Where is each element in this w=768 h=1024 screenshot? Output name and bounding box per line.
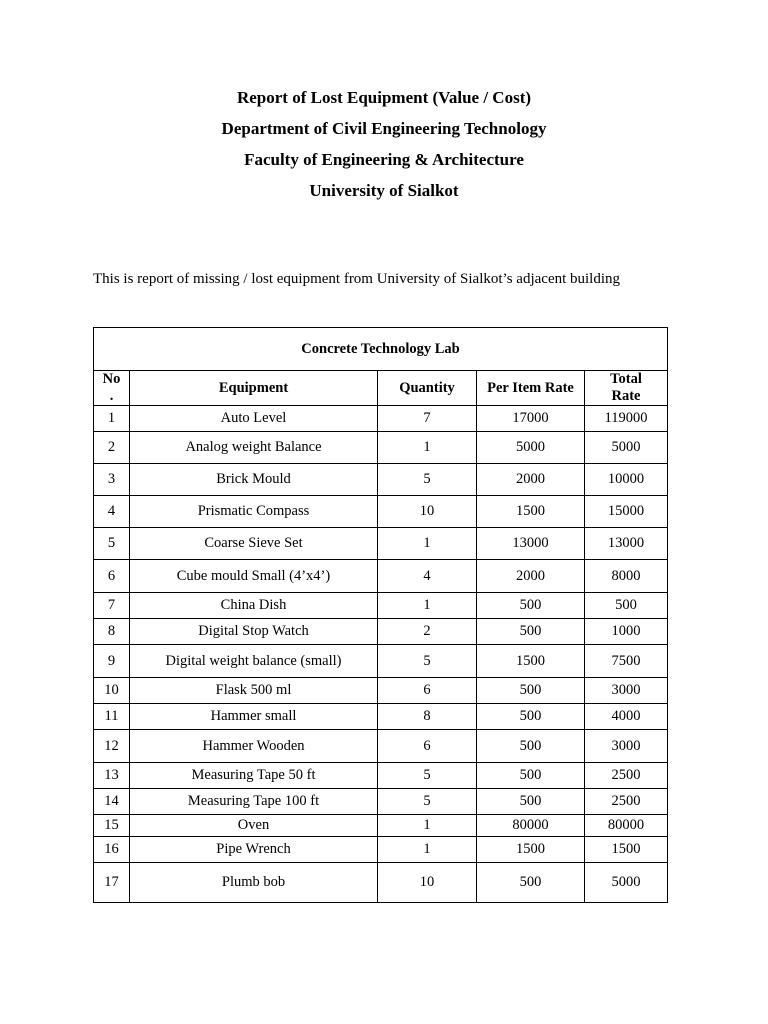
cell-no: 1 — [94, 406, 130, 432]
column-header-equipment: Equipment — [130, 371, 378, 406]
report-header — [0, 86, 768, 210]
cell-rate: 1500 — [477, 645, 585, 678]
cell-no: 2 — [94, 432, 130, 464]
cell-no: 13 — [94, 763, 130, 789]
table-row — [94, 560, 668, 593]
cell-no: 9 — [94, 645, 130, 678]
cell-quantity: 1 — [378, 837, 477, 863]
cell-total: 7500 — [585, 645, 668, 678]
table-row — [94, 496, 668, 528]
table-row — [94, 704, 668, 730]
table-row — [94, 645, 668, 678]
cell-total: 13000 — [585, 528, 668, 560]
intro-text: This is report of missing / lost equipment from University of Sialkot’s adjacent building — [93, 271, 621, 287]
cell-total: 500 — [585, 593, 668, 619]
cell-quantity: 4 — [378, 560, 477, 593]
table-row — [94, 464, 668, 496]
cell-no: 16 — [94, 837, 130, 863]
table-row — [94, 528, 668, 560]
cell-equipment: Digital weight balance (small) — [130, 645, 378, 678]
cell-total: 1500 — [585, 837, 668, 863]
table-caption: Concrete Technology Lab — [94, 328, 668, 371]
cell-quantity: 1 — [378, 528, 477, 560]
table-row — [94, 837, 668, 863]
cell-rate: 2000 — [477, 560, 585, 593]
cell-no: 8 — [94, 619, 130, 645]
cell-total: 3000 — [585, 678, 668, 704]
cell-rate: 500 — [477, 763, 585, 789]
cell-rate: 2000 — [477, 464, 585, 496]
cell-rate: 17000 — [477, 406, 585, 432]
cell-total: 8000 — [585, 560, 668, 593]
cell-total: 119000 — [585, 406, 668, 432]
cell-rate: 13000 — [477, 528, 585, 560]
cell-quantity: 5 — [378, 789, 477, 815]
cell-quantity: 2 — [378, 619, 477, 645]
cell-quantity: 1 — [378, 815, 477, 837]
table-row — [94, 730, 668, 763]
table-row — [94, 863, 668, 903]
cell-no: 15 — [94, 815, 130, 837]
cell-rate: 1500 — [477, 837, 585, 863]
cell-equipment: Pipe Wrench — [130, 837, 378, 863]
table-body — [94, 406, 668, 903]
university-name: University of Sialkot — [309, 181, 459, 200]
cell-equipment: Cube mould Small (4’x4’) — [130, 560, 378, 593]
cell-quantity: 5 — [378, 464, 477, 496]
table-row — [94, 619, 668, 645]
table-row — [94, 815, 668, 837]
equipment-table — [93, 327, 668, 903]
cell-total: 5000 — [585, 863, 668, 903]
cell-rate: 500 — [477, 730, 585, 763]
faculty-name: Faculty of Engineering & Architecture — [244, 150, 524, 169]
cell-total: 10000 — [585, 464, 668, 496]
cell-equipment: Coarse Sieve Set — [130, 528, 378, 560]
cell-rate: 500 — [477, 678, 585, 704]
cell-no: 17 — [94, 863, 130, 903]
cell-total: 3000 — [585, 730, 668, 763]
cell-equipment: Hammer small — [130, 704, 378, 730]
cell-no: 3 — [94, 464, 130, 496]
cell-rate: 500 — [477, 704, 585, 730]
column-header-total: Total Rate — [585, 371, 668, 406]
column-header-rate: Per Item Rate — [477, 371, 585, 406]
cell-equipment: Auto Level — [130, 406, 378, 432]
report-title: Report of Lost Equipment (Value / Cost) — [236, 88, 532, 107]
cell-equipment: Measuring Tape 100 ft — [130, 789, 378, 815]
cell-quantity: 7 — [378, 406, 477, 432]
cell-no: 5 — [94, 528, 130, 560]
cell-equipment: Analog weight Balance — [130, 432, 378, 464]
cell-rate: 5000 — [477, 432, 585, 464]
cell-total: 4000 — [585, 704, 668, 730]
cell-no: 4 — [94, 496, 130, 528]
cell-equipment: Hammer Wooden — [130, 730, 378, 763]
table-row — [94, 789, 668, 815]
table-row — [94, 432, 668, 464]
cell-quantity: 6 — [378, 730, 477, 763]
table-row — [94, 678, 668, 704]
cell-no: 6 — [94, 560, 130, 593]
cell-total: 80000 — [585, 815, 668, 837]
cell-rate: 1500 — [477, 496, 585, 528]
cell-quantity: 1 — [378, 432, 477, 464]
cell-total: 5000 — [585, 432, 668, 464]
cell-equipment: Prismatic Compass — [130, 496, 378, 528]
cell-rate: 500 — [477, 593, 585, 619]
table-row — [94, 593, 668, 619]
table-row — [94, 763, 668, 789]
cell-equipment: Plumb bob — [130, 863, 378, 903]
cell-quantity: 5 — [378, 645, 477, 678]
cell-equipment: Brick Mould — [130, 464, 378, 496]
cell-rate: 500 — [477, 863, 585, 903]
cell-no: 14 — [94, 789, 130, 815]
cell-equipment: Measuring Tape 50 ft — [130, 763, 378, 789]
cell-quantity: 1 — [378, 593, 477, 619]
department-name: Department of Civil Engineering Technology — [221, 119, 547, 138]
cell-rate: 500 — [477, 619, 585, 645]
cell-quantity: 8 — [378, 704, 477, 730]
cell-no: 7 — [94, 593, 130, 619]
cell-quantity: 10 — [378, 863, 477, 903]
column-header-no: No . — [94, 371, 130, 406]
cell-total: 2500 — [585, 763, 668, 789]
cell-total: 2500 — [585, 789, 668, 815]
cell-rate: 80000 — [477, 815, 585, 837]
column-header-quantity: Quantity — [378, 371, 477, 406]
cell-total: 15000 — [585, 496, 668, 528]
cell-equipment: Flask 500 ml — [130, 678, 378, 704]
cell-equipment: Digital Stop Watch — [130, 619, 378, 645]
table-row — [94, 406, 668, 432]
cell-total: 1000 — [585, 619, 668, 645]
cell-quantity: 10 — [378, 496, 477, 528]
cell-rate: 500 — [477, 789, 585, 815]
cell-no: 11 — [94, 704, 130, 730]
cell-quantity: 6 — [378, 678, 477, 704]
cell-no: 10 — [94, 678, 130, 704]
cell-no: 12 — [94, 730, 130, 763]
cell-quantity: 5 — [378, 763, 477, 789]
cell-equipment: China Dish — [130, 593, 378, 619]
cell-equipment: Oven — [130, 815, 378, 837]
